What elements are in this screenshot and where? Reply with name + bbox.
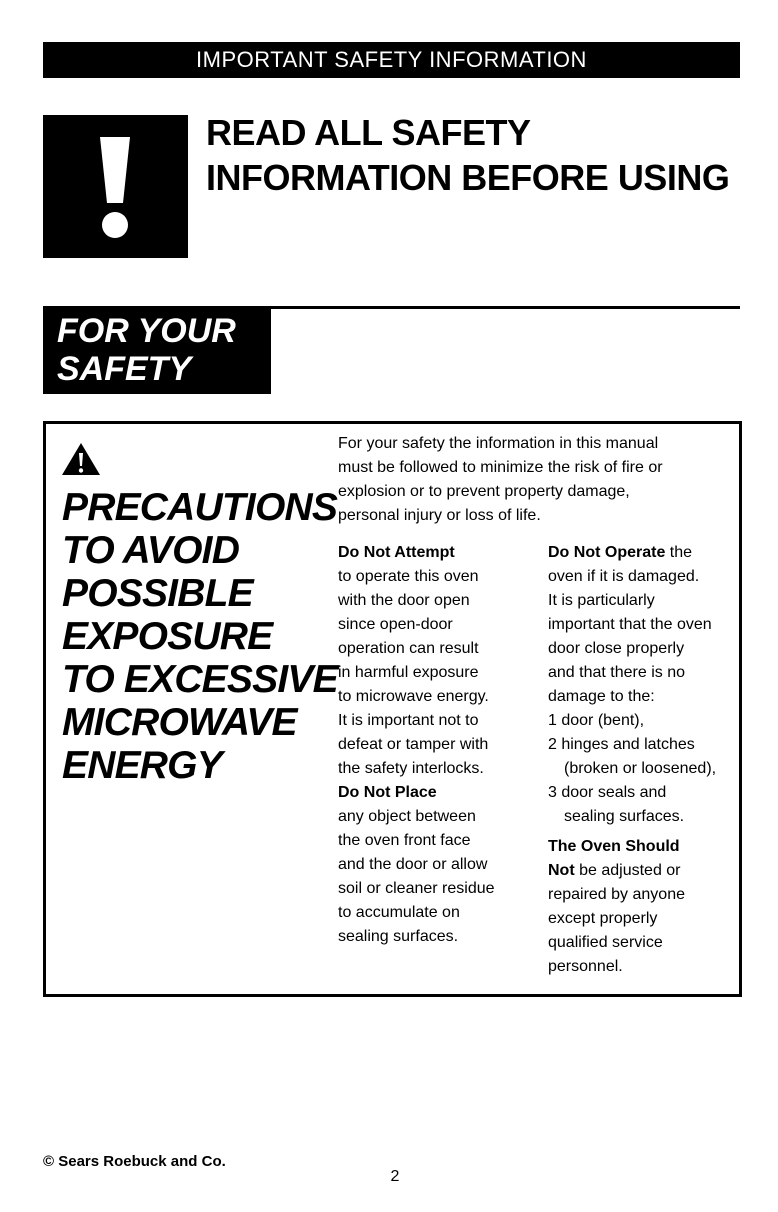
list-item: 3 door seals and: [548, 784, 667, 801]
exclamation-icon: [43, 115, 188, 258]
text-line: door close properly: [548, 640, 685, 657]
warning-triangle-icon: [61, 442, 101, 476]
text-line: sealing surfaces.: [338, 928, 459, 945]
precautions-line: PRECAUTIONS: [62, 486, 338, 529]
do-not-place-title: Do Not Place: [338, 784, 437, 801]
text-line: personnel.: [548, 958, 623, 975]
precautions-line: POSSIBLE: [62, 572, 253, 615]
for-your-safety-label: [43, 309, 271, 394]
left-column: [338, 541, 538, 949]
text-line: except properly: [548, 910, 658, 927]
text-line: since open-door: [338, 616, 453, 633]
intro-line: must be followed to minimize the risk of fire or: [338, 459, 663, 476]
intro-line: For your safety the information in this manual: [338, 435, 659, 452]
text-line: It is important not to: [338, 712, 479, 729]
text-line: to operate this oven: [338, 568, 479, 585]
right-column: [548, 541, 743, 979]
fys-line-2: SAFETY: [57, 350, 192, 388]
precautions-line: TO EXCESSIVE: [62, 658, 338, 701]
oven-should-line: [548, 859, 743, 883]
do-not-attempt-title: Do Not Attempt: [338, 544, 455, 561]
text-line: any object between: [338, 808, 476, 825]
heading-line-1: READ ALL SAFETY: [206, 112, 531, 153]
page-heading: [206, 110, 746, 200]
safety-banner: IMPORTANT SAFETY INFORMATION: [43, 42, 740, 78]
text-line: and the door or allow: [338, 856, 488, 873]
precautions-line: EXPOSURE: [62, 615, 273, 658]
copyright: © Sears Roebuck and Co.: [43, 1153, 226, 1170]
list-item: 2 hinges and latches: [548, 736, 695, 753]
precautions-line: TO AVOID: [62, 529, 240, 572]
text-line: qualified service: [548, 934, 663, 951]
text-line: with the door open: [338, 592, 470, 609]
text-line: damage to the:: [548, 688, 655, 705]
oven-should-title: The Oven Should: [548, 838, 680, 855]
text-line: and that there is no: [548, 664, 685, 681]
page-number: 2: [390, 1168, 400, 1185]
list-item: 1 door (bent),: [548, 712, 645, 729]
precautions-line: MICROWAVE: [62, 701, 297, 744]
text-line: to accumulate on: [338, 904, 460, 921]
fys-line-1: FOR YOUR: [57, 312, 236, 350]
text-line: soil or cleaner residue: [338, 880, 495, 897]
text-line: repaired by anyone: [548, 886, 685, 903]
text-line: the oven front face: [338, 832, 471, 849]
text-line: to microwave energy.: [338, 688, 489, 705]
list-item: (broken or loosened),: [564, 760, 717, 777]
intro-line: personal injury or loss of life.: [338, 507, 541, 524]
precautions-line: ENERGY: [62, 744, 222, 787]
text-line: operation can result: [338, 640, 479, 657]
do-not-operate-title: Do Not Operate: [548, 544, 666, 561]
intro-line: explosion or to prevent property damage,: [338, 483, 630, 500]
text-line: oven if it is damaged.: [548, 568, 700, 585]
intro-paragraph: [338, 432, 728, 528]
precautions-box: [43, 421, 742, 997]
precautions-title: [62, 486, 352, 787]
text-line: It is particularly: [548, 592, 655, 609]
heading-line-2: INFORMATION BEFORE USING: [206, 157, 730, 198]
text-line: the safety interlocks.: [338, 760, 484, 777]
list-item: sealing surfaces.: [564, 808, 685, 825]
text-fragment: be adjusted or: [574, 862, 681, 879]
text-line: defeat or tamper with: [338, 736, 489, 753]
oven-should-title-2: Not: [548, 862, 575, 879]
text-line: important that the oven: [548, 616, 712, 633]
text-line: in harmful exposure: [338, 664, 479, 681]
do-not-operate-line: [548, 541, 743, 565]
text-fragment: the: [665, 544, 693, 561]
